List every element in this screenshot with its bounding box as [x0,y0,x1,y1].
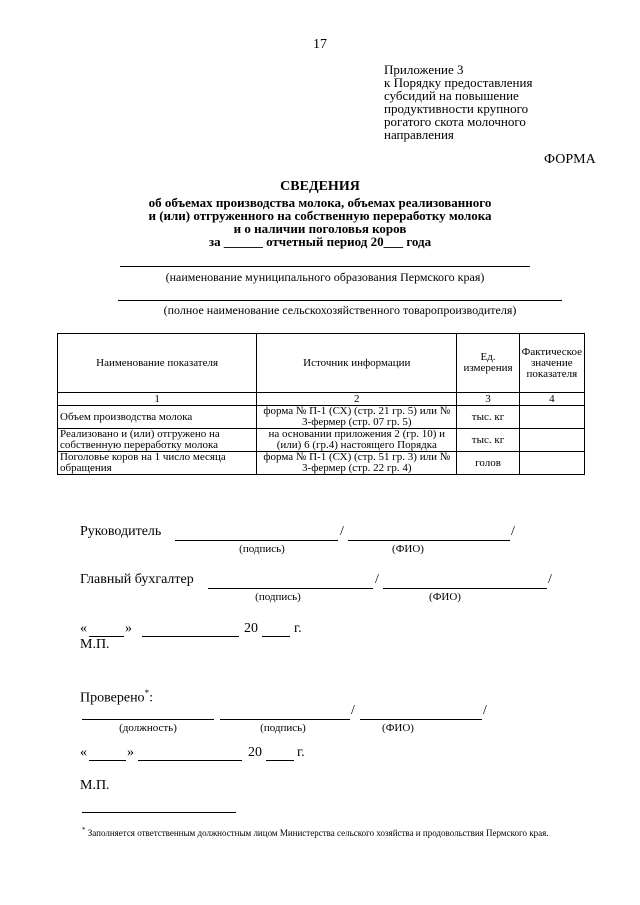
value-cell[interactable] [519,406,584,429]
form-label: ФОРМА [544,152,596,167]
head-name-line[interactable] [348,540,510,541]
checked-signature-line[interactable] [220,719,350,720]
checked-name-line[interactable] [360,719,482,720]
unit: тыс. кг [457,406,519,429]
year-prefix: 20 [248,745,262,760]
indicator-name: Реализовано и (или) отгружено на собственную переработку молока [58,429,257,452]
header-cell: Источник информации [257,334,457,393]
date-year-line[interactable] [262,636,290,637]
unit: тыс. кг [457,429,519,452]
slash: / [548,572,552,587]
footnote-mark: * [82,826,86,834]
indicator-name: Объем производства молока [58,406,257,429]
date-year-line[interactable] [266,760,294,761]
info-source: на основании приложения 2 (гр. 10) и (или) 6 (гр.4) настоящего Порядка [257,429,457,452]
signature-caption: (подпись) [255,591,301,603]
date-month-line[interactable] [142,636,239,637]
page-number: 17 [313,37,327,52]
date-quote-close: » [125,621,132,636]
unit: голов [457,452,519,475]
title-line: и (или) отгруженного на собственную переработку молока [148,208,492,223]
value-cell[interactable] [519,429,584,452]
slash: / [340,524,344,539]
column-number: 2 [257,393,457,406]
name-caption: (ФИО) [392,543,424,555]
info-source: форма № П-1 (СХ) (стр. 51 гр. 3) или № 3-фермер (стр. 22 гр. 4) [257,452,457,475]
column-number: 4 [519,393,584,406]
head-signature-line[interactable] [175,540,338,541]
date-quote-close: » [127,745,134,760]
chief-accountant-label: Главный бухгалтер [80,572,194,587]
footnote [82,825,597,839]
appendix-line: направления [384,127,454,142]
footnote-text: Заполняется ответственным должностным лицом Министерства сельского хозяйства и продовольствия Пермского края. [87,828,549,838]
producer-caption: (полное наименование сельскохозяйственного товаропроизводителя) [163,303,517,317]
title-line: за ______ отчетный период 20___ года [208,234,432,249]
stamp-label: М.П. [80,778,110,793]
header-cell: Фактическое значение показателя [519,334,584,393]
signature-caption: (подпись) [260,722,306,734]
slash: / [483,703,487,718]
date-day-line[interactable] [89,760,126,761]
slash: / [375,572,379,587]
appendix-line: Приложение 3 [384,62,464,77]
stamp-label: М.П. [80,637,110,652]
info-source: форма № П-1 (СХ) (стр. 21 гр. 5) или № 3-фермер (стр. 07 гр. 5) [257,406,457,429]
signature-caption: (подпись) [239,543,285,555]
date-month-line[interactable] [138,760,242,761]
name-caption: (ФИО) [429,591,461,603]
municipality-caption: (наименование муниципального образования Пермского края) [165,270,485,284]
appendix-note [384,63,624,141]
checked-label: Проверено*: [80,688,153,706]
appendix-line: продуктивности крупного [384,101,529,116]
name-caption: (ФИО) [382,722,414,734]
column-number: 3 [457,393,519,406]
appendix-line: рогатого скота молочного [384,114,526,129]
date-quote-open: « [80,745,87,760]
year-prefix: 20 [244,621,258,636]
appendix-line: субсидий на повышение [384,88,519,103]
value-cell[interactable] [519,452,584,475]
date-quote-open: « [80,621,87,636]
accountant-name-line[interactable] [383,588,547,589]
position-line[interactable] [82,719,214,720]
year-suffix: г. [297,745,305,760]
header-cell: Ед. измерения [457,334,519,393]
accountant-signature-line[interactable] [208,588,373,589]
data-table [57,333,585,475]
slash: / [351,703,355,718]
title-heading: СВЕДЕНИЯ [280,179,360,194]
title-line: и о наличии поголовья коров [233,221,407,236]
year-suffix: г. [294,621,302,636]
document-title [0,178,640,248]
municipality-line[interactable] [120,266,530,267]
indicator-name: Поголовье коров на 1 число месяца обращения [58,452,257,475]
producer-line[interactable] [118,300,562,301]
slash: / [511,524,515,539]
title-line: об объемах производства молока, объемах реализованного [148,195,492,210]
table-row [58,406,585,429]
column-number: 1 [58,393,257,406]
table-row [58,429,585,452]
header-cell: Наименование показателя [58,334,257,393]
position-caption: (должность) [119,722,177,734]
footnote-divider [82,812,236,813]
appendix-line: к Порядку предоставления [384,75,533,90]
head-label: Руководитель [80,524,162,539]
table-row [58,452,585,475]
